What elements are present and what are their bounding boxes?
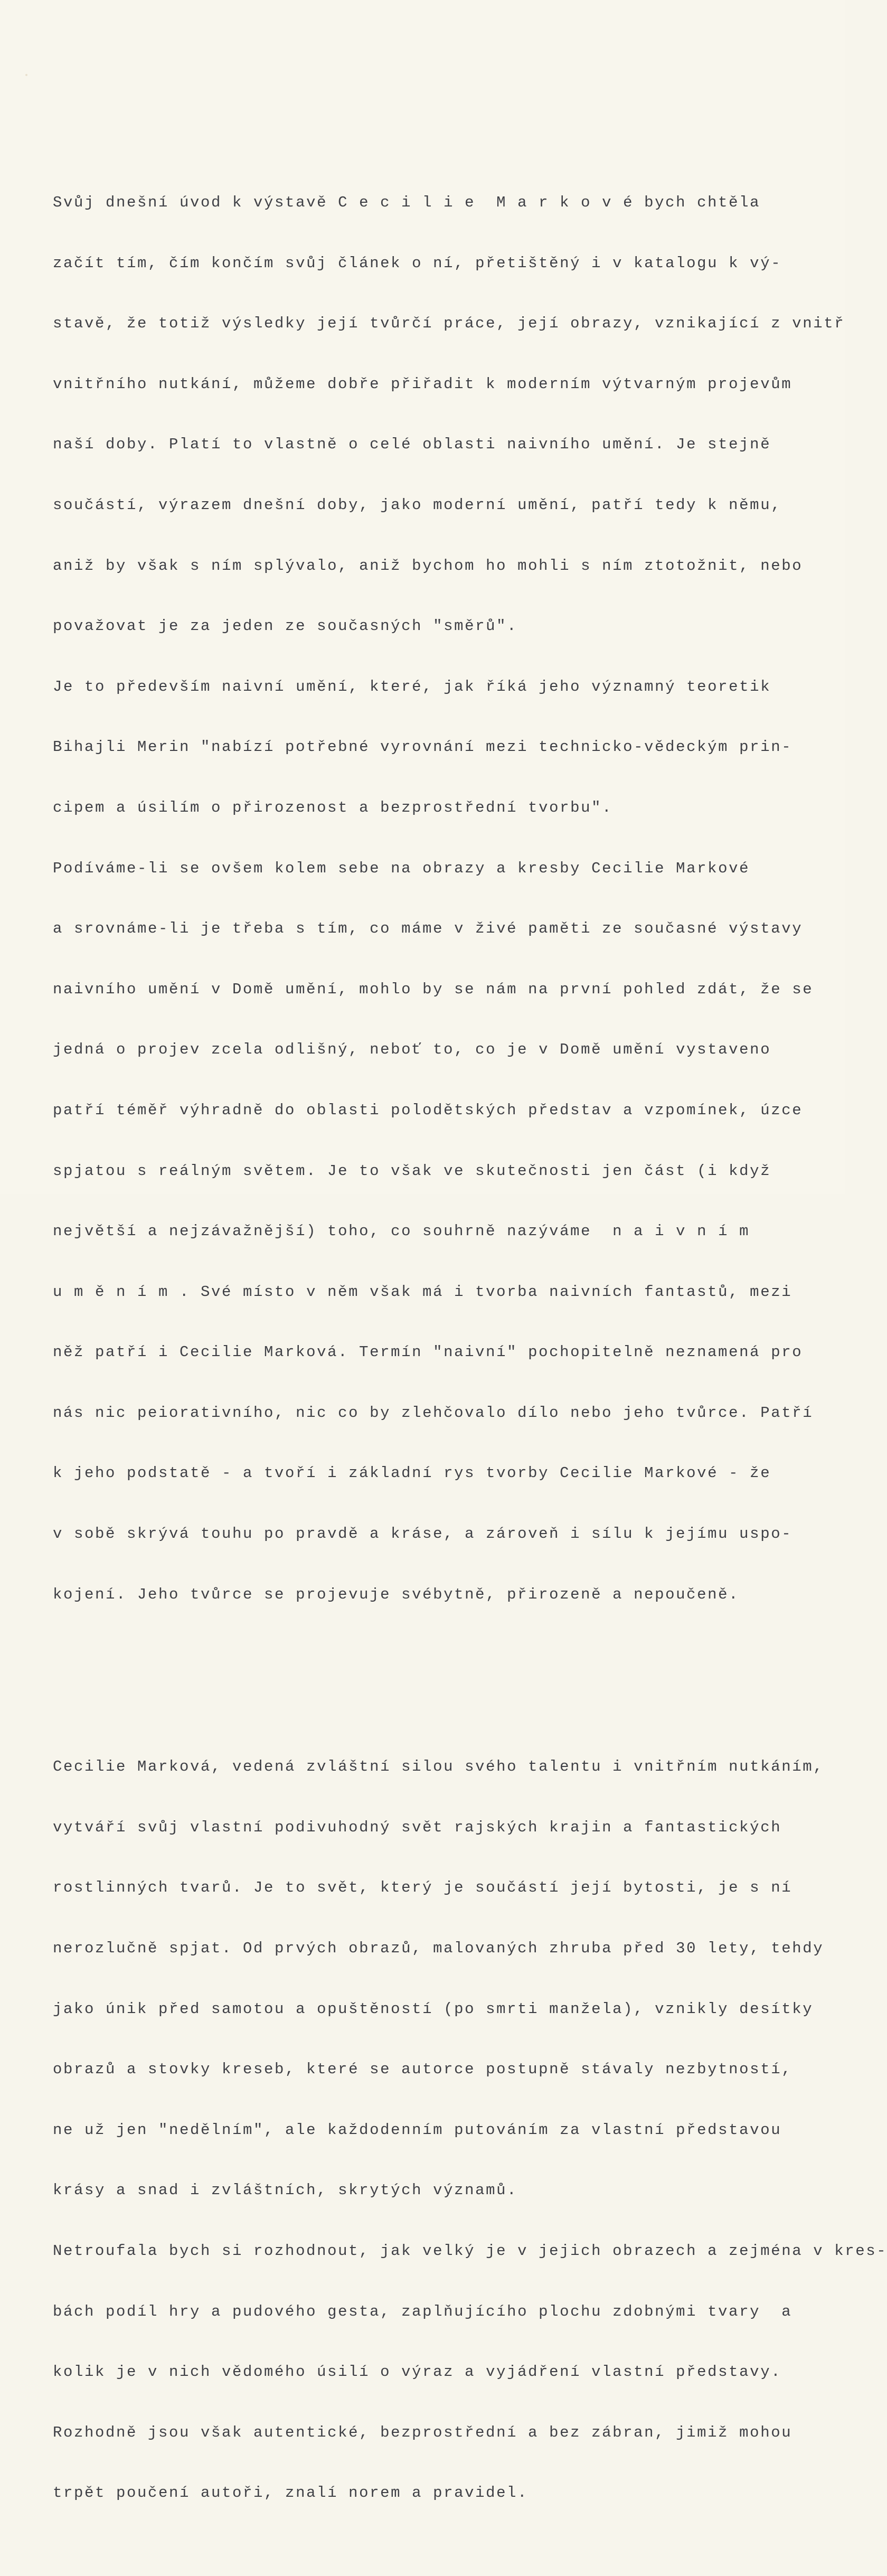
text-line: stavě, že totiž výsledky její tvůrčí práce, její obrazy, vznikající z vnitř xyxy=(53,315,845,333)
text-line: krásy a snad i zvláštních, skrytých významů. xyxy=(53,2182,518,2199)
text-line: něž patří i Cecilie Marková. Termín "naivní" pochopitelně neznamená pro xyxy=(53,1343,803,1361)
text-line: součástí, výrazem dnešní doby, jako moderní umění, patří tedy k němu, xyxy=(53,496,782,514)
text-line: trpět poučení autoři, znalí norem a pravidel. xyxy=(53,2484,529,2502)
text-line: považovat je za jeden ze současných "směrů". xyxy=(53,617,518,635)
text-line: jako únik před samotou a opuštěností (po smrti manžela), vznikly desítky xyxy=(53,2000,814,2018)
text-line: rostlinných tvarů. Je to svět, který je součástí její bytosti, je s ní xyxy=(53,1879,792,1897)
text-line: Bihajli Merin "nabízí potřebné vyrovnání mezi technicko-vědeckým prin- xyxy=(53,738,792,756)
text-line: Podíváme-li se ovšem kolem sebe na obrazy a kresby Cecilie Markové xyxy=(53,859,750,877)
document-body xyxy=(53,120,887,2576)
text-line: a srovnáme-li je třeba s tím, co máme v živé paměti ze současné výstavy xyxy=(53,920,803,938)
text-line: aniž by však s ním splývalo, aniž bychom ho mohli s ním ztotožnit, nebo xyxy=(53,557,803,575)
text-line: patří téměř výhradně do oblasti polodětských představ a vzpomínek, úzce xyxy=(53,1101,803,1119)
paragraph-gap xyxy=(53,1677,839,1685)
text-line: k jeho podstatě - a tvoří i základní rys tvorby Cecilie Markové - že xyxy=(53,1464,771,1482)
text-line: cipem a úsilím o přirozenost a bezprostřední tvorbu". xyxy=(53,798,613,816)
text-line: Rozhodně jsou však autentické, bezprostřední a bez zábran, jimiž mohou xyxy=(53,2423,792,2441)
text-line: kojení. Jeho tvůrce se projevuje svébytně, přirozeně a nepoučeně. xyxy=(53,1585,740,1603)
text-line: vnitřního nutkání, můžeme dobře přiřadit k moderním výtvarným projevům xyxy=(53,375,792,393)
text-line: jedná o projev zcela odlišný, neboť to, co je v Domě umění vystaveno xyxy=(53,1041,771,1059)
text-line: kolik je v nich vědomého úsilí o výraz a vyjádření vlastní představy. xyxy=(53,2363,782,2381)
text-line: vytváří svůj vlastní podivuhodný svět rajských krajin a fantastických xyxy=(53,1818,782,1836)
text-line: největší a nejzávažnější) toho, co souhrně nazýváme n a i v n í m xyxy=(53,1223,750,1240)
text-line: začít tím, čím končím svůj článek o ní, přetištěný i v katalogu k vý- xyxy=(53,254,782,272)
paragraph xyxy=(53,1719,887,2541)
text-line: Netroufala bych si rozhodnout, jak velký je v jejich obrazech a zejména v kres- xyxy=(53,2242,887,2260)
text-line: nerozlučně spjat. Od prvých obrazů, malovaných zhruba před 30 lety, tehdy xyxy=(53,1940,824,1958)
text-line: Cecilie Marková, vedená zvláštní silou svého talentu i vnitřním nutkáním, xyxy=(53,1758,824,1776)
text-line: spjatou s reálným světem. Je to však ve skutečnosti jen část (i když xyxy=(53,1162,771,1180)
text-line: bách podíl hry a pudového gesta, zaplňujícího plochu zdobnými tvary a xyxy=(53,2302,792,2320)
paper-mark xyxy=(25,74,27,76)
text-line: naivního umění v Domě umění, mohlo by se nám na první pohled zdát, že se xyxy=(53,980,814,998)
text-line: naší doby. Platí to vlastně o celé oblasti naivního umění. Je stejně xyxy=(53,436,771,454)
text-line: Je to především naivní umění, které, jak říká jeho významný teoretik xyxy=(53,678,771,695)
text-line: obrazů a stovky kreseb, které se autorce postupně stávaly nezbytností, xyxy=(53,2061,792,2079)
text-line: u m ě n í m . Své místo v něm však má i tvorba naivních fantastů, mezi xyxy=(53,1283,792,1301)
text-line: v sobě skrývá touhu po pravdě a kráse, a zároveň i sílu k jejímu uspo- xyxy=(53,1525,792,1543)
text-line: ne už jen "nedělním", ale každodenním putováním za vlastní představou xyxy=(53,2121,782,2139)
text-line: Svůj dnešní úvod k výstavě C e c i l i e M a r k o v é bych chtěla xyxy=(53,194,761,211)
text-line: nás nic peiorativního, nic co by zlehčovalo dílo nebo jeho tvůrce. Patří xyxy=(53,1404,814,1422)
paragraph xyxy=(53,155,845,1642)
